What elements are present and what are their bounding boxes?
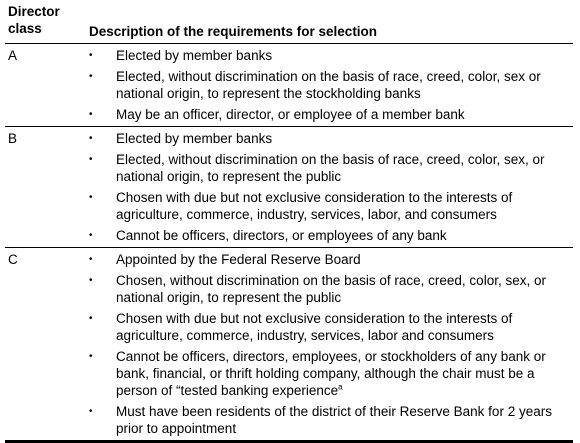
requirements-list	[78, 248, 573, 440]
bullet-icon: •	[89, 230, 93, 241]
list-item	[78, 348, 573, 399]
requirement-text-container	[116, 251, 573, 268]
table-row	[5, 248, 573, 440]
table-body	[5, 44, 573, 440]
requirements-list	[78, 127, 573, 247]
bullet-icon: •	[89, 154, 93, 165]
list-item	[78, 251, 573, 268]
bullet-icon: •	[89, 71, 93, 82]
header-col1-line1: Director	[8, 4, 60, 19]
requirement-text: Chosen, without discrimination on the basis of race, creed, color, sex, or national origin, to represent the public	[116, 273, 546, 305]
director-class-label: C	[8, 252, 18, 267]
requirement-text-container	[116, 403, 573, 437]
director-requirements-table	[5, 3, 573, 443]
list-item	[78, 272, 573, 306]
bullet-icon: •	[89, 109, 93, 120]
director-class-label: A	[8, 48, 18, 63]
requirements-list	[78, 44, 573, 126]
table-row	[5, 44, 573, 126]
header-description: Description of the requirements for selection	[89, 24, 378, 39]
bullet-icon: •	[89, 406, 93, 417]
list-item	[78, 151, 573, 185]
requirement-text: May be an officer, director, or employee of a member bank	[116, 107, 465, 122]
list-item	[78, 47, 573, 64]
bullet-icon: •	[89, 192, 93, 203]
requirement-text-container	[116, 189, 573, 223]
requirement-text: Elected by member banks	[116, 48, 273, 63]
list-item	[78, 130, 573, 147]
bullet-icon: •	[89, 254, 93, 265]
requirement-text: Must have been residents of the district of their Reserve Bank for 2 years prior to appointment	[116, 404, 552, 436]
list-item	[78, 403, 573, 437]
requirement-text-container	[116, 151, 573, 185]
requirement-text-container	[116, 227, 573, 244]
requirement-text-container	[116, 68, 573, 102]
list-item	[78, 227, 573, 244]
requirement-text: Appointed by the Federal Reserve Board	[116, 252, 361, 267]
requirement-text: Cannot be officers, directors, employees, or stockholders of any bank or bank, financial, or thrift holding company, although the chair must be a person of “tested banking experience	[116, 349, 546, 398]
requirement-text: Chosen with due but not exclusive consideration to the interests of agriculture, commerce, industry, services, labor, and consumers	[116, 190, 513, 222]
list-item	[78, 68, 573, 102]
requirement-text-container	[116, 348, 573, 399]
requirement-text-container	[116, 130, 573, 147]
bullet-icon: •	[89, 313, 93, 324]
requirement-text: Elected by member banks	[116, 131, 273, 146]
requirement-text: Chosen with due but not exclusive consideration to the interests of agriculture, commerce, industry, services, labor and consumers	[116, 311, 513, 343]
requirement-text-container	[116, 310, 573, 344]
list-item	[78, 106, 573, 123]
requirement-text: Elected, without discrimination on the basis of race, creed, color, sex, or national origin, to represent the public	[116, 152, 545, 184]
bullet-icon: •	[89, 351, 93, 362]
requirement-text-container	[116, 272, 573, 306]
bullet-icon: •	[89, 275, 93, 286]
bullet-icon: •	[89, 133, 93, 144]
table-header	[5, 3, 573, 43]
header-col1-line2: class	[8, 21, 42, 36]
requirement-text: Cannot be officers, directors, or employees of any bank	[116, 228, 447, 243]
requirement-text: Elected, without discrimination on the basis of race, creed, color, sex or national origin, to represent the stockholding banks	[116, 69, 541, 101]
requirement-text-container	[116, 47, 573, 64]
requirement-text-container	[116, 106, 573, 123]
list-item	[78, 310, 573, 344]
bullet-icon: •	[89, 50, 93, 61]
director-class-label: B	[8, 131, 18, 146]
table-row	[5, 127, 573, 247]
list-item	[78, 189, 573, 223]
header-director-class	[5, 3, 78, 43]
footnote-marker: a	[338, 382, 343, 392]
